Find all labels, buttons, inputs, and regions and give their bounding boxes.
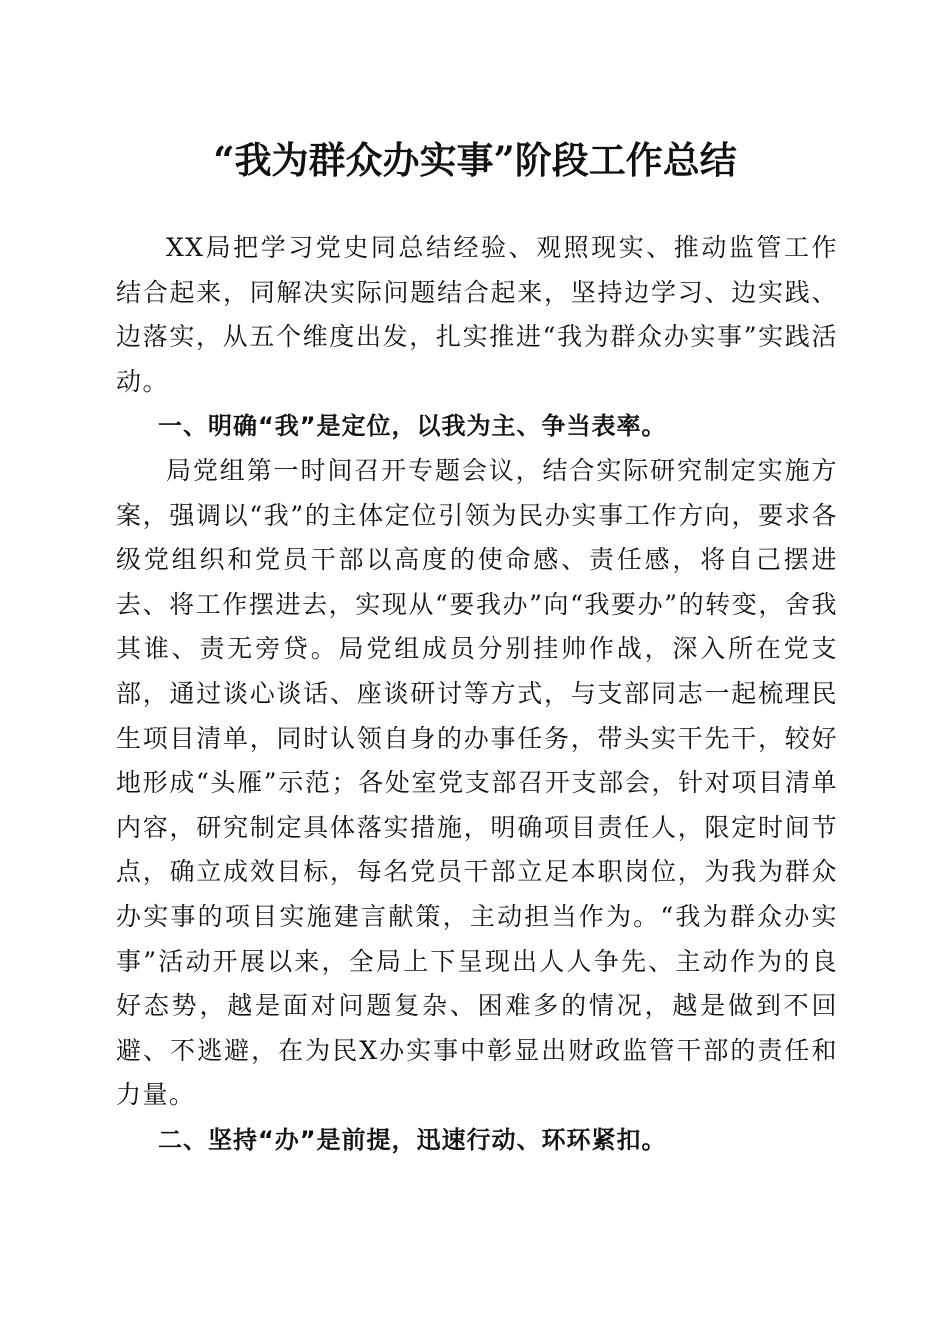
section-heading-1: 一、明确“我”是定位，以我为主、争当表率。 (158, 412, 667, 441)
document-title: “我为群众办实事”阶段工作总结 (213, 138, 737, 182)
document-body (116, 226, 838, 1162)
section-paragraph-1: 局党组第一时间召开专题会议，结合实际研究制定实施方案，强调以“我”的主体定位引领为民办实事工作方向，要求各级党组织和党员干部以高度的使命感、责任感，将自己摆进去、将工作摆进去，实现从“要我办”向“我要办”的转变，舍我其谁、责无旁贷。局党组成员分别挂帅作战，深入所在党支部，通过谈心谈话、座谈研讨等方式，与支部同志一起梳理民生项目清单，同时认领自身的办事任务，带头实干先干，较好地形成“头雁”示范；各处室党支部召开支部会，针对项目清单内容，研究制定具体落实措施，明确项目责任人，限定时间节点，确立成效目标，每名党员干部立足本职岗位，为我为群众办实事的项目实施建言献策，主动担当作为。“我为群众办实事”活动开展以来，全局上下呈现出人人争先、主动作为的良好态势，越是面对问题复杂、困难多的情况，越是做到不回避、不逃避，在为民X办实事中彰显出财政监管干部的责任和力量。 (116, 455, 838, 1110)
section-heading-2: 二、坚持“办”是前提，迅速行动、环环紧扣。 (158, 1125, 667, 1154)
intro-paragraph: XX局把学习党史同总结经验、观照现实、推动监管工作结合起来，同解决实际问题结合起来，坚持边学习、边实践、边落实，从五个维度出发，扎实推进“我为群众办实事”实践活动。 (116, 233, 838, 396)
